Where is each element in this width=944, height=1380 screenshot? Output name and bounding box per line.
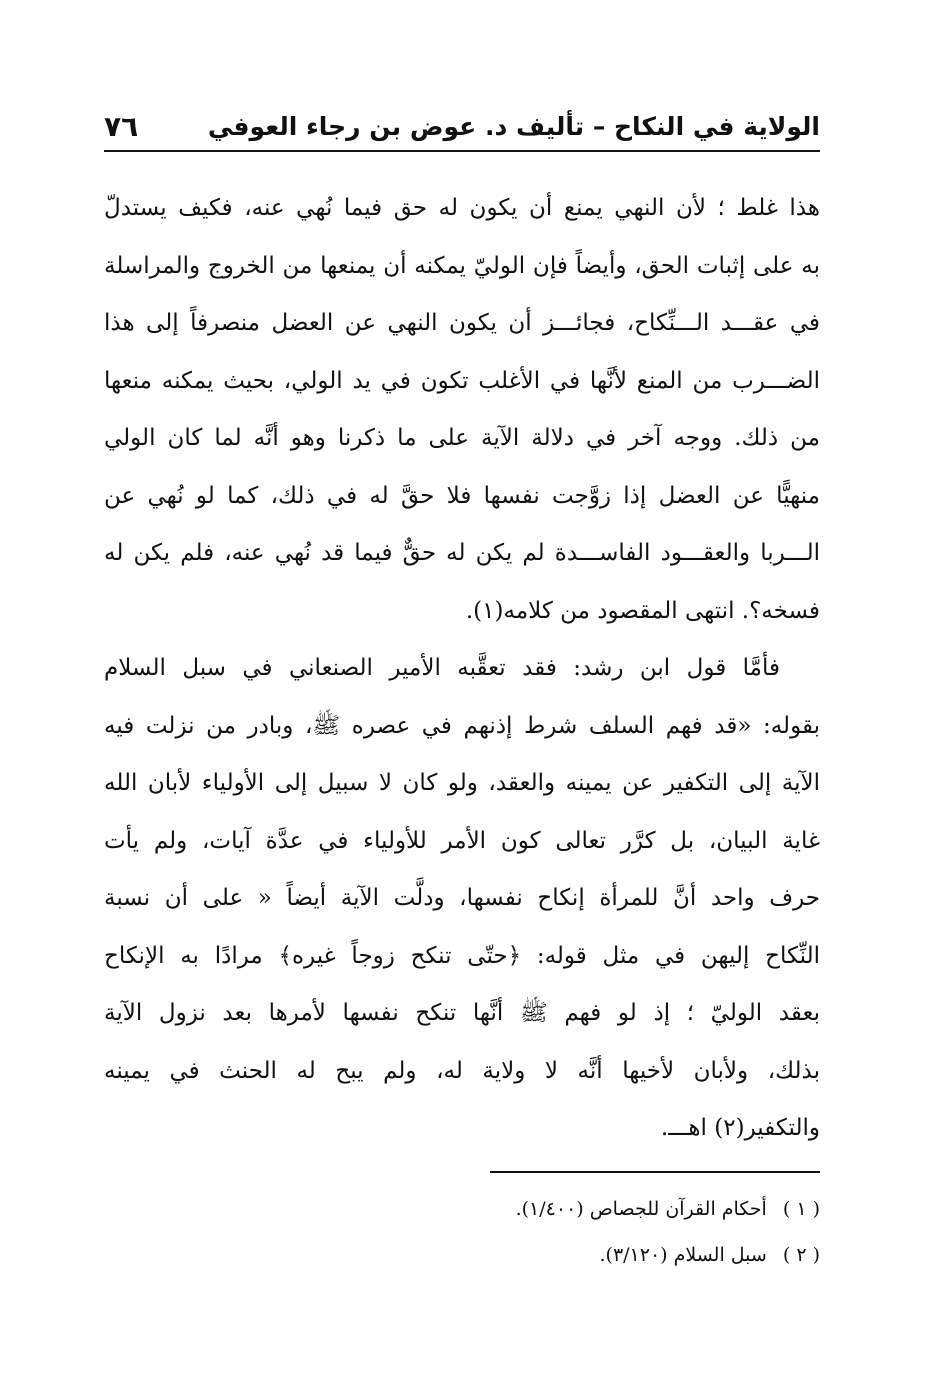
- text-line: منهيًّا عن العضل إذا زوَّجت نفسها فلا حقَّ له في ذلك، كما لو نُهي عن: [104, 482, 820, 509]
- running-header: [104, 104, 820, 152]
- text-line: بعقد الوليّ ؛ إذ لو فهم ﷺ أنَّها تنكح نفسها لأمرها بعد نزول الآية: [104, 1000, 820, 1026]
- text-line: هذا غلط ؛ لأن النهي يمنع أن يكون له حق فيما نُهي عنه، فكيف يستدلّ: [104, 195, 820, 221]
- text-line: غاية البيان، بل كرَّر تعالى كون الأمر للأولياء في عدَّة آيات، ولم يأت: [104, 827, 820, 854]
- text-line: بذلك، ولأبان لأخيها أنَّه لا ولاية له، ولم يبح له الحنث في يمينه: [104, 1057, 820, 1084]
- header-title: الولاية في النكاح – تأليف د. عوض بن رجاء العوفي: [207, 112, 820, 141]
- text-line: والتكفير(٢) اهـــ.: [660, 1115, 820, 1141]
- text-line: النِّكاح إليهن في مثل قوله: ﴿حتّى تنكح زوجاً غيره﴾ مرادًا به الإنكاح: [104, 942, 820, 969]
- text-line: فأمَّا قول ابن رشد: فقد تعقَّبه الأمير الصنعاني في سبل السلام: [104, 655, 780, 681]
- text-line: الضـــرب من المنع لأنَّها في الأغلب تكون في يد الولي، بحيث يمكنه منعها: [104, 367, 820, 394]
- text-line: من ذلك. ووجه آخر في دلالة الآية على ما ذكرنا وهو أنَّه لما كان الولي: [104, 425, 820, 451]
- header-rule: [104, 150, 820, 152]
- footnote-rule: [490, 1171, 820, 1173]
- body-text: [104, 180, 820, 1158]
- footnote-marker: ( ٢ ): [782, 1244, 820, 1266]
- footnotes: [104, 1186, 820, 1278]
- text-line: حرف واحد أنَّ للمرأة إنكاح نفسها، ودلَّت الآية أيضاً « على أن نسبة: [104, 885, 820, 911]
- footnote-text: أحكام القرآن للجصاص (١/٤٠٠).: [515, 1198, 767, 1220]
- footnote-item: [104, 1186, 820, 1232]
- footnote-item: [104, 1232, 820, 1278]
- text-line: بقوله: «قد فهم السلف شرط إذنهم في عصره ﷺ، وبادر من نزلت فيه: [104, 712, 820, 739]
- footnote-marker: ( ١ ): [782, 1198, 820, 1220]
- text-line: في عقـــد الـــنِّكاح، فجائـــز أن يكون النهي عن العضل منصرفاً إلى هذا: [104, 310, 820, 336]
- text-line: فسخه؟. انتهى المقصود من كلامه(١).: [465, 597, 820, 624]
- page-number: ٧٦: [104, 110, 139, 143]
- text-line: الآية إلى التكفير عن يمينه والعقد، ولو كان لا سبيل إلى الأولياء لأبان الله: [104, 770, 820, 796]
- text-line: به على إثبات الحق، وأيضاً فإن الوليّ يمكنه أن يمنعها من الخروج والمراسلة: [104, 252, 820, 279]
- text-line: الـــربا والعقـــود الفاســـدة لم يكن له حقٌّ فيما قد نُهي عنه، فلم يكن له: [104, 540, 820, 566]
- footnote-text: سبل السلام (٣/١٢٠).: [599, 1244, 767, 1266]
